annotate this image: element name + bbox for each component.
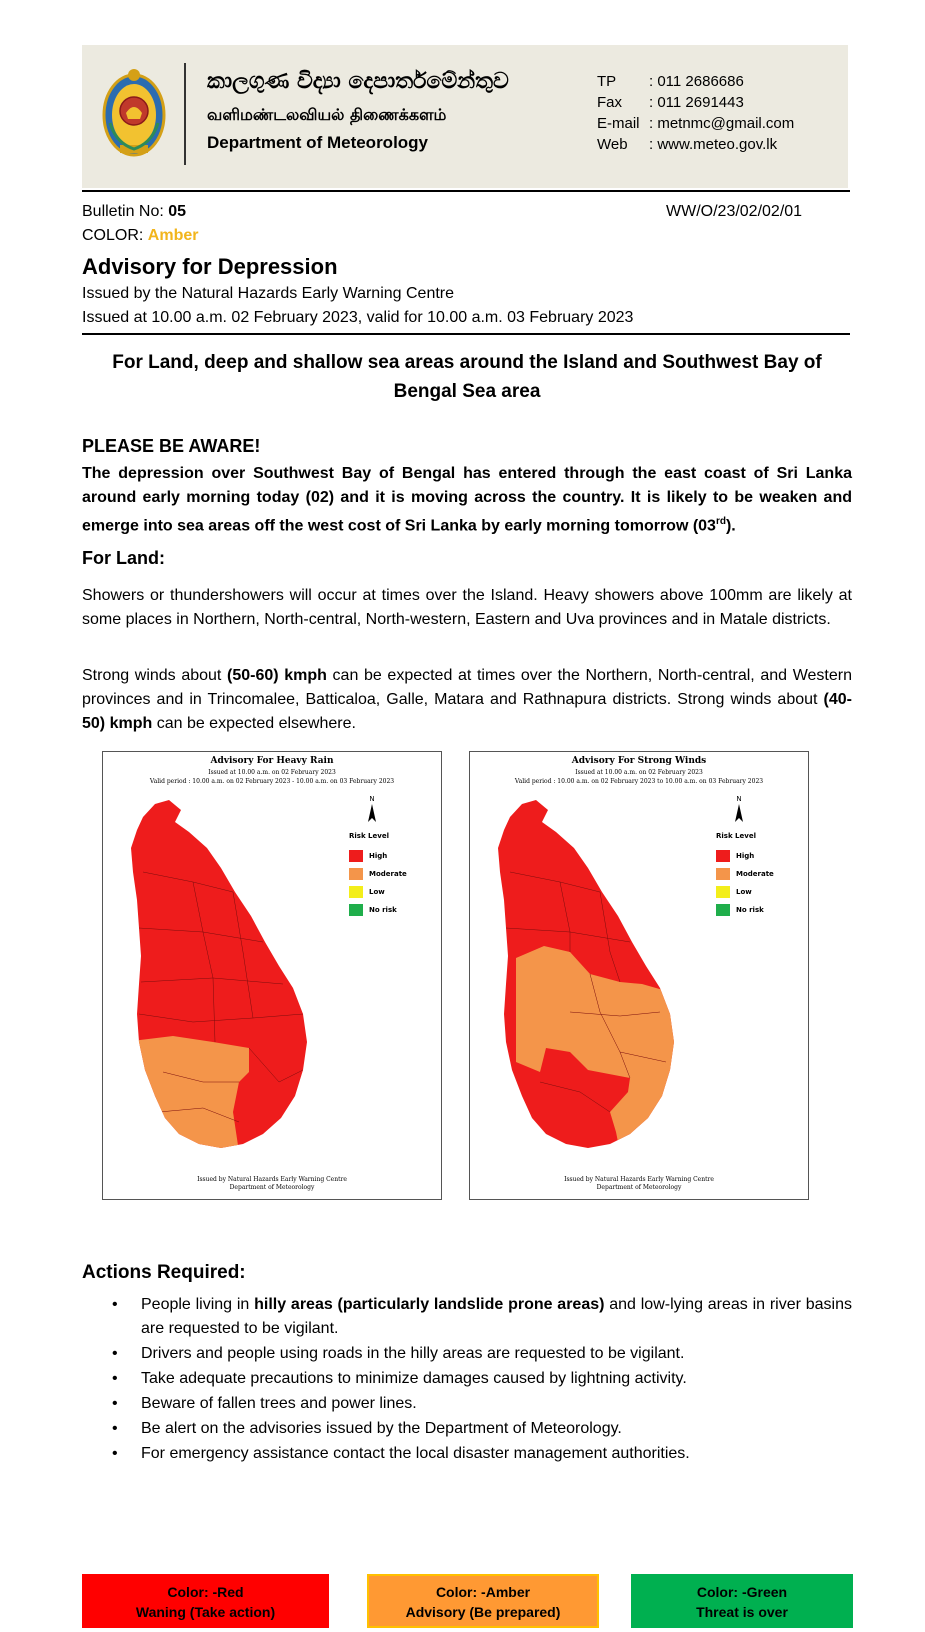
advisory-title: Advisory for Depression — [82, 254, 338, 279]
map-title: Advisory For Heavy Rain — [210, 756, 334, 766]
contact-label: TP — [597, 73, 617, 90]
color-code-green — [631, 1574, 853, 1628]
bulletin-color-value: Amber — [147, 227, 199, 244]
color-code-meaning: Threat is over — [696, 1604, 788, 1620]
legend-swatch — [349, 886, 363, 898]
contact-value: : 011 2686686 — [649, 73, 744, 90]
legend-item-high — [716, 847, 774, 865]
map-footer — [470, 1176, 808, 1192]
action-item: • Beware of fallen trees and power lines. — [82, 1392, 852, 1416]
legend-item-no-risk — [349, 901, 407, 919]
action-item: • Be alert on the advisories issued by the Department of Meteorology. — [82, 1417, 852, 1441]
color-code-meaning: Advisory (Be prepared) — [405, 1604, 561, 1620]
color-code-title: Color: -Green — [696, 1584, 788, 1600]
action-text: and low-lying areas in river basins are requested to be vigilant. — [141, 1296, 852, 1337]
land-paragraph-wind — [82, 664, 852, 736]
color-code-red — [82, 1574, 329, 1628]
legend-swatch — [349, 850, 363, 862]
legend-label: High — [369, 852, 388, 860]
legend-label: Low — [736, 888, 752, 896]
contact-label: Web — [597, 136, 628, 153]
bulletin-reference: WW/O/23/02/02/01 — [666, 203, 803, 220]
wind-speed-low: (40-50) kmph — [82, 691, 852, 732]
contact-block — [597, 71, 794, 155]
bulletin-number-label: Bulletin No: — [82, 203, 169, 220]
color-code-meaning: Waning (Take action) — [135, 1604, 276, 1620]
contact-value: : metnmc@gmail.com — [649, 115, 795, 132]
legend-label: High — [736, 852, 755, 860]
contact-web — [597, 134, 794, 155]
map-title: Advisory For Strong Winds — [571, 756, 707, 766]
map-valid: Valid period : 10.00 a.m. on 02 February 2023 to 10.00 a.m. on 03 February 2023 — [514, 778, 764, 785]
aware-body-end: ). — [725, 517, 736, 535]
map-footer — [103, 1176, 441, 1192]
area-heading — [82, 348, 852, 406]
area-heading-line2: Bengal Sea area — [393, 381, 541, 402]
map-issued: Issued at 10.00 a.m. on 02 February 2023 — [208, 769, 336, 776]
aware-body-sup: rd — [715, 516, 726, 527]
bulletin-color — [82, 227, 198, 245]
wind-text: can be expected at times over the Northern, North-central, and Western provinces and in Trincomalee, Batticaloa, Galle, Matara and Rathnapura districts. Strong winds about — [82, 667, 852, 708]
legend-swatch — [716, 850, 730, 862]
contact-label: Fax — [597, 94, 623, 111]
letterhead — [82, 45, 848, 188]
legend-item-moderate — [716, 865, 774, 883]
bulletin-number — [82, 203, 186, 221]
wind-speed-high: (50-60) kmph — [227, 667, 327, 684]
north-label: N — [736, 795, 742, 803]
map-valid: Valid period : 10.00 a.m. on 02 February 2023 - 10.00 a.m. on 03 February 2023 — [149, 778, 395, 785]
action-item: • For emergency assistance contact the local disaster management authorities. — [82, 1442, 852, 1466]
title-rule — [82, 333, 850, 335]
legend-title: Risk Level — [716, 832, 756, 840]
map-fill — [103, 752, 443, 1201]
issued-at: Issued at 10.00 a.m. 02 February 2023, valid for 10.00 a.m. 03 February 2023 — [82, 309, 634, 326]
north-label: N — [369, 795, 375, 803]
legend-label: Low — [369, 888, 385, 896]
contact-email — [597, 113, 794, 134]
north-arrow-icon — [365, 794, 379, 824]
contact-fax — [597, 92, 794, 113]
action-item — [82, 1293, 852, 1341]
action-item: • Drivers and people using roads in the hilly areas are requested to be vigilant. — [82, 1342, 852, 1366]
land-title: For Land: — [82, 548, 165, 568]
actions-title: Actions Required: — [82, 1262, 246, 1283]
map-footer-line1: Issued by Natural Hazards Early Warning Centre — [197, 1176, 347, 1183]
org-name-sinhala: කාලගුණ විද්‍යා දෙපාර්තමේන්තුව — [207, 69, 509, 94]
legend-swatch — [349, 868, 363, 880]
action-item: • Take adequate precautions to minimize damages caused by lightning activity. — [82, 1367, 852, 1391]
land-paragraph-rain: Showers or thundershowers will occur at times over the Island. Heavy showers above 100mm are likely at some places in Northern, North-central, North-western, Eastern and Uva provinces and in Matale districts. — [82, 587, 852, 628]
contact-label: E-mail — [597, 115, 640, 132]
legend-swatch — [349, 904, 363, 916]
header-divider — [184, 63, 186, 165]
org-name-english: Department of Meteorology — [207, 133, 429, 152]
risk-legend — [716, 832, 774, 919]
bulletin-number-value: 05 — [168, 203, 187, 220]
map-footer-line2: Department of Meteorology — [596, 1184, 682, 1191]
legend-swatch — [716, 886, 730, 898]
sri-lanka-rain-risk-map — [103, 752, 443, 1201]
legend-label: No risk — [736, 906, 764, 914]
legend-item-moderate — [349, 865, 407, 883]
map-footer-line2: Department of Meteorology — [229, 1184, 315, 1191]
wind-text: can be expected elsewhere. — [152, 715, 356, 732]
legend-label: Moderate — [736, 870, 774, 878]
strong-winds-map — [469, 751, 809, 1200]
wind-text: Strong winds about — [82, 667, 228, 684]
top-rule — [82, 190, 850, 192]
contact-value: : www.meteo.gov.lk — [649, 136, 778, 153]
map-fill — [103, 1036, 249, 1172]
national-emblem-icon — [102, 63, 166, 159]
actions-list — [82, 1293, 852, 1467]
aware-body-text: The depression over Southwest Bay of Bengal has entered through the east coast of Sri Lanka around early morning today (02) and it is moving across the country. It is likely to be weaken and emerge into sea areas off the west cost of Sri Lanka by early morning tomorrow (03 — [82, 465, 852, 535]
north-arrow-icon — [732, 794, 746, 824]
heavy-rain-map — [102, 751, 442, 1200]
action-text: People living in — [141, 1296, 255, 1313]
color-code-title: Color: -Amber — [435, 1584, 531, 1600]
legend-label: Moderate — [369, 870, 407, 878]
area-heading-line1: For Land, deep and shallow sea areas around the Island and Southwest Bay of — [112, 352, 822, 373]
action-emphasis: hilly areas (particularly landslide prone areas) — [254, 1296, 605, 1313]
legend-swatch — [716, 904, 730, 916]
risk-legend — [349, 832, 407, 919]
sri-lanka-wind-risk-map — [470, 752, 810, 1201]
legend-title: Risk Level — [349, 832, 389, 840]
legend-item-high — [349, 847, 407, 865]
color-code-title: Color: -Red — [167, 1584, 244, 1600]
bulletin-color-label: COLOR: — [82, 227, 148, 244]
legend-item-low — [716, 883, 774, 901]
contact-tp — [597, 71, 794, 92]
contact-value: : 011 2691443 — [649, 94, 744, 111]
color-code-amber — [367, 1574, 599, 1628]
map-footer-line1: Issued by Natural Hazards Early Warning Centre — [564, 1176, 714, 1183]
org-name-tamil: வளிமண்டலவியல் திணைக்களம் — [207, 105, 447, 124]
aware-body — [82, 462, 852, 538]
aware-title: PLEASE BE AWARE! — [82, 436, 261, 456]
legend-item-low — [349, 883, 407, 901]
legend-swatch — [716, 868, 730, 880]
issued-by: Issued by the Natural Hazards Early Warning Centre — [82, 285, 455, 302]
legend-label: No risk — [369, 906, 397, 914]
legend-item-no-risk — [716, 901, 774, 919]
map-issued: Issued at 10.00 a.m. on 02 February 2023 — [575, 769, 703, 776]
